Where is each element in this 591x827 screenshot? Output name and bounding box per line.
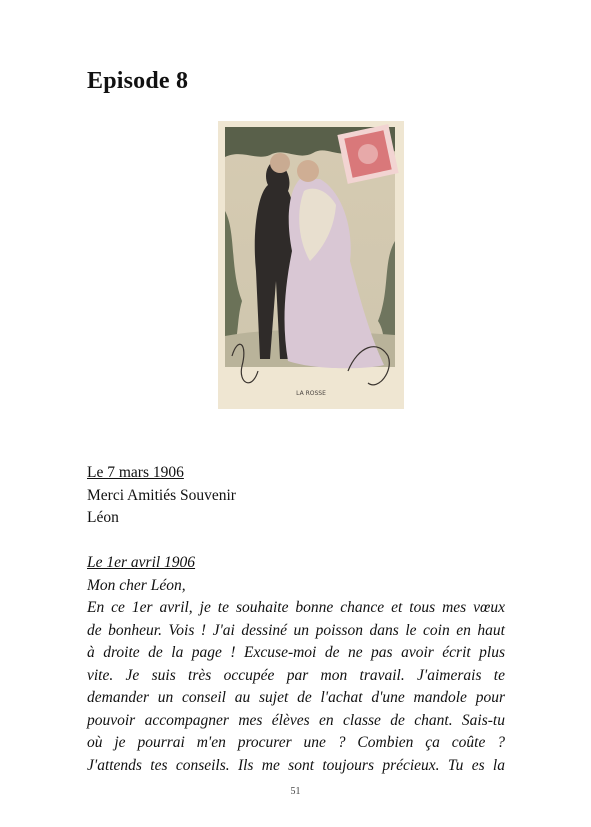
entry-2-line: vite. Je suis très occupée par mon travail. J'aimerais te (87, 666, 505, 684)
woman-head (297, 160, 319, 182)
man-head (270, 153, 290, 173)
page-number: 51 (290, 786, 301, 797)
entry-2-line: où je pourrai m'en procurer une ? Combien ça coûte ? (87, 734, 505, 751)
entry-2-line: de bonheur. Vois ! J'ai dessiné un poisson dans le coin en haut (87, 621, 505, 639)
postage-stamp (337, 124, 398, 184)
entry-2-line: demander un conseil au sujet de l'achat d'une mandole pour (87, 689, 505, 706)
page-title: Episode 8 (87, 68, 189, 94)
entry-1-line: Merci Amitiés Souvenir (87, 486, 236, 504)
entry-2-line: à droite de la page ! Excuse-moi de ne pas avoir écrit plus (87, 644, 505, 661)
entry-2-greeting: Mon cher Léon, (87, 576, 186, 594)
entry-2-line: En ce 1er avril, je te souhaite bonne chance et tous mes vœux (87, 599, 505, 616)
entry-2-line: J'attends tes conseils. Ils me sont toujours précieux. Tu es la (87, 756, 505, 774)
entry-1-signature: Léon (87, 509, 119, 526)
entry-2-date: Le 1er avril 1906 (87, 554, 196, 571)
entry-2 (87, 552, 505, 777)
photo-caption: LA ROSSE (296, 390, 326, 397)
entry-2-line: pouvoir accompagner mes élèves en classe de chant. Sais-tu (87, 711, 505, 729)
entry-1 (87, 462, 505, 530)
postcard-image (218, 121, 404, 409)
entry-1-date: Le 7 mars 1906 (87, 464, 184, 481)
